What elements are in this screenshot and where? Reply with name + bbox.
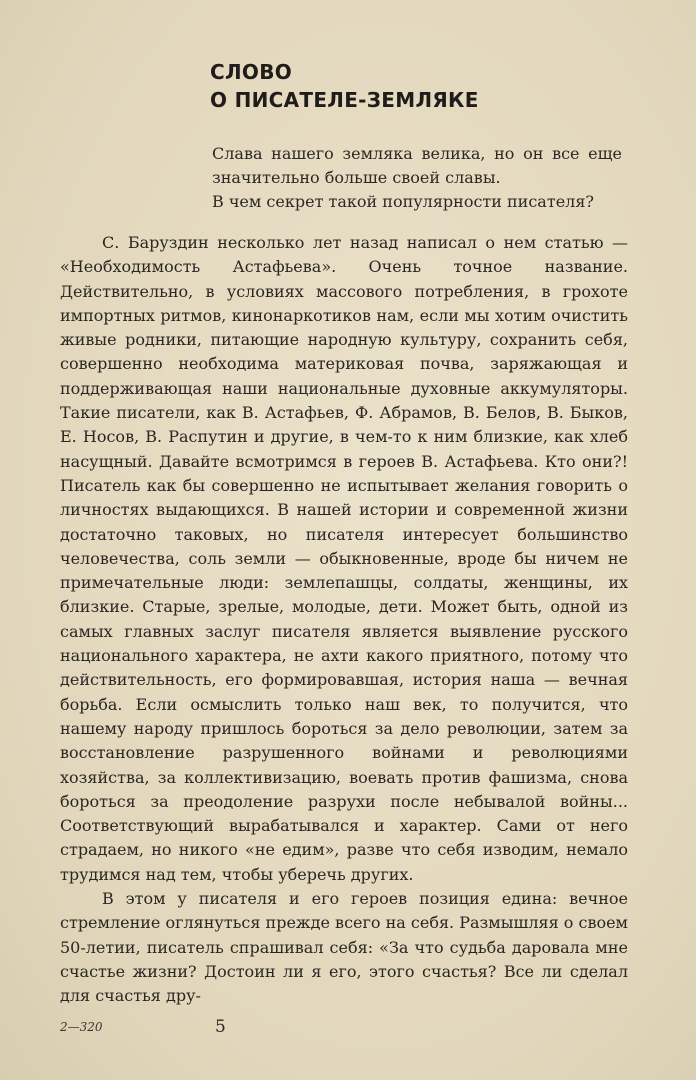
paragraph: С. Баруздин несколько лет назад написал о нем статью — «Необходимость Астафьева». Очень точное название. Действительно, в условиях массового потребления, в грохоте импортных ритмов, кинонаркотиков нам, если мы хотим очистить живые родники, питающие народную культуру, сохранить себя, совершенно необходима материковая почва, заряжающая и поддерживающая наши национальные духовные аккумуляторы. Такие писатели, как В. Астафьев, Ф. Абрамов, В. Белов, В. Быков, Е. Носов, В. Распутин и другие, в чем-то к ним близкие, как хлеб насущный. Давайте всмотримся в героев В. Астафьева. Кто они?! Писатель как бы совершенно не испытывает желания говорить о личностях выдающихся. В нашей истории и современной жизни достаточно таковых, но писателя интересует большинство человечества, соль земли — обыкновенные, вроде бы ничем не примечательные люди: землепашцы, солдаты, женщины, их близкие. Старые, зрелые, молодые, дети. Может быть, одной из самых главных заслуг писателя является выявление русского национального характера, не ахти какого приятного, потому что действительность, его формировавшая, история наша — вечная борьба. Если осмыслить только наш век, то получится, что нашему народу пришлось бороться за дело революции, затем за восстановление разрушенного войнами и революциями хозяйства, за коллективизацию, воевать против фашизма, снова бороться за преодоление разрухи после небывалой войны... Соответствующий вырабатывался и характер. Сами от него страдаем, но никого «не едим», разве что себя изводим, немало трудимся над тем, чтобы уберечь других. (60, 233, 628, 884)
chapter-title-line-1: СЛОВО (210, 60, 293, 84)
epigraph-line: В чем секрет такой популярности писателя? (212, 192, 594, 211)
printer-signature: 2—320 (60, 1020, 103, 1034)
epigraph-line: Слава нашего земляка велика, но он все еще значительно больше своей славы. (212, 144, 622, 187)
page-number: 5 (215, 1017, 226, 1037)
chapter-title-line-2: О ПИСАТЕЛЕ-ЗЕМЛЯКЕ (210, 88, 479, 112)
paragraph: В этом у писателя и его героев позиция едина: вечное стремление оглянуться прежде всего на себя. Размышляя о своем 50-летии, писатель спрашивал себя: «За что судьба даровала мне счастье жизни? Достоин ли я его, этого счастья? Все ли сделал для счастья дру- (60, 889, 628, 1006)
chapter-title (210, 58, 479, 114)
body-text (60, 231, 628, 1009)
epigraph (212, 142, 622, 214)
